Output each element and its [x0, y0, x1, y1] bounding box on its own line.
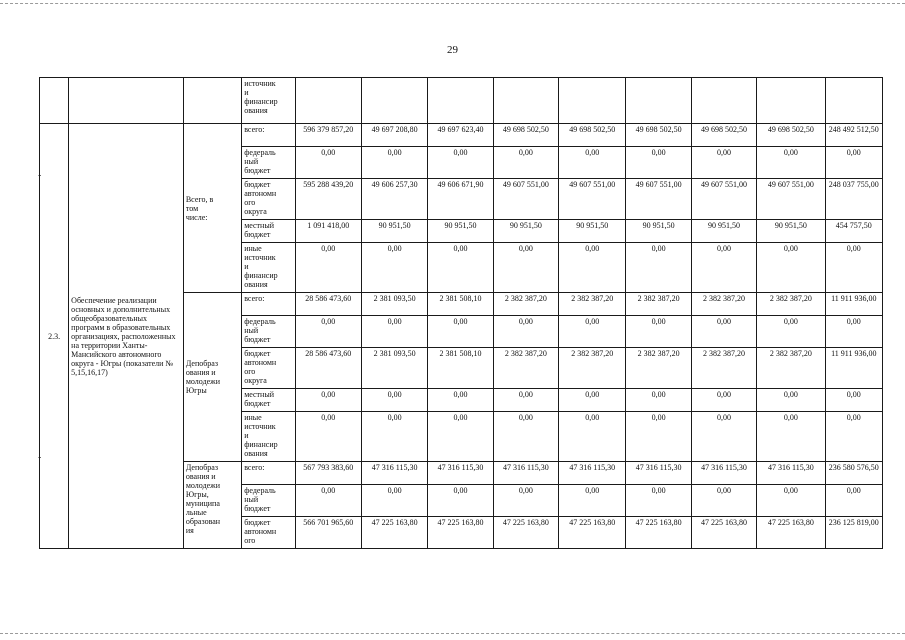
value-cell: 0,00	[757, 389, 825, 412]
source-label-cell	[242, 316, 295, 348]
executor-label: муниципа	[185, 499, 220, 508]
value-cell: 49 607 551,00	[757, 179, 825, 220]
value-cell: 0,00	[559, 147, 626, 179]
executor-label: Депобраз	[185, 463, 219, 472]
source-label: округа	[244, 207, 267, 216]
value-cell	[428, 78, 493, 124]
continuation-row	[40, 78, 883, 124]
scan-edge-bottom	[0, 633, 905, 634]
source-label: ования	[244, 449, 268, 458]
margin-tick: -	[38, 170, 42, 181]
value-cell: 596 379 857,20	[295, 124, 361, 147]
source-label: бюджет	[244, 180, 271, 189]
value-cell: 0,00	[493, 485, 558, 517]
source-label: иные	[244, 413, 262, 422]
value-cell: 49 607 551,00	[626, 179, 691, 220]
executor-label: Югры,	[185, 490, 209, 499]
value-cell: 0,00	[493, 147, 558, 179]
value-cell: 47 316 115,30	[626, 462, 691, 485]
page-number: 29	[447, 44, 458, 56]
source-label: ный	[244, 495, 259, 504]
source-label: иные	[244, 244, 262, 253]
executor-label: ования и	[185, 472, 216, 481]
value-cell: 2 381 508,10	[428, 293, 493, 316]
value-cell: 47 225 163,80	[559, 517, 626, 549]
source-label-cell	[242, 147, 295, 179]
value-cell: 2 382 387,20	[493, 348, 558, 389]
value-cell: 11 911 936,00	[825, 293, 882, 316]
source-label: финансир	[244, 97, 278, 106]
value-cell: 90 951,50	[428, 220, 493, 243]
value-cell: 0,00	[626, 412, 691, 462]
source-label: ный	[244, 326, 259, 335]
source-label: федераль	[244, 486, 276, 495]
source-label: автономн	[244, 527, 277, 536]
value-cell: 47 225 163,80	[691, 517, 756, 549]
executor-cell	[183, 462, 241, 549]
value-cell	[626, 78, 691, 124]
financing-table	[39, 77, 883, 549]
source-label-cell	[242, 462, 295, 485]
value-cell: 0,00	[295, 243, 361, 293]
executor-label: ования и	[185, 368, 216, 377]
value-cell: 0,00	[626, 485, 691, 517]
executor-label: молодежи	[185, 377, 220, 386]
value-cell: 0,00	[825, 412, 882, 462]
row-number-cell	[40, 78, 69, 124]
value-cell: 0,00	[361, 243, 427, 293]
value-cell: 0,00	[691, 485, 756, 517]
source-label: местный	[244, 221, 274, 230]
source-label: финансир	[244, 271, 278, 280]
source-label: всего:	[244, 294, 265, 303]
value-cell: 248 037 755,00	[825, 179, 882, 220]
value-cell: 49 698 502,50	[493, 124, 558, 147]
value-cell: 49 606 257,30	[361, 179, 427, 220]
value-cell: 90 951,50	[361, 220, 427, 243]
value-cell: 0,00	[428, 389, 493, 412]
source-label-cell	[242, 243, 295, 293]
source-label-cell	[242, 78, 295, 124]
value-cell: 0,00	[626, 243, 691, 293]
value-cell: 0,00	[295, 485, 361, 517]
value-cell: 28 586 473,60	[295, 348, 361, 389]
source-label-cell	[242, 348, 295, 389]
value-cell: 0,00	[757, 316, 825, 348]
value-cell: 2 381 093,50	[361, 293, 427, 316]
value-cell: 47 225 163,80	[626, 517, 691, 549]
value-cell: 49 698 502,50	[626, 124, 691, 147]
value-cell: 0,00	[757, 412, 825, 462]
source-label-cell	[242, 485, 295, 517]
source-label-cell	[242, 124, 295, 147]
source-label: источник	[244, 253, 276, 262]
source-label: ого	[244, 536, 256, 545]
value-cell: 49 697 623,40	[428, 124, 493, 147]
source-label: ования	[244, 106, 268, 115]
source-label-cell	[242, 517, 295, 549]
activity-text: Обеспечение реализации основных и дополнительных общеобразовательных программ в образовательных организациях, расположенных на территории Ханты-Мансийского автономного округа - Югры (показатели № 5,15,16,17)	[71, 295, 176, 377]
value-cell: 2 381 508,10	[428, 348, 493, 389]
value-cell: 1 091 418,00	[295, 220, 361, 243]
value-cell: 47 225 163,80	[493, 517, 558, 549]
value-cell: 0,00	[428, 485, 493, 517]
source-label: и	[244, 88, 249, 97]
value-cell: 0,00	[295, 316, 361, 348]
value-cell: 0,00	[825, 485, 882, 517]
source-label: федераль	[244, 317, 276, 326]
source-label: ого	[244, 198, 256, 207]
value-cell: 90 951,50	[559, 220, 626, 243]
activity-cell	[69, 124, 184, 549]
value-cell: 90 951,50	[493, 220, 558, 243]
source-label: бюджет	[244, 349, 271, 358]
value-cell: 47 316 115,30	[559, 462, 626, 485]
value-cell: 2 382 387,20	[559, 293, 626, 316]
value-cell: 0,00	[361, 316, 427, 348]
value-cell: 0,00	[295, 412, 361, 462]
source-label: автономн	[244, 189, 277, 198]
executor-label: молодежи	[185, 481, 220, 490]
executor-label: Всего, в	[185, 194, 214, 204]
value-cell: 47 316 115,30	[691, 462, 756, 485]
value-cell: 0,00	[295, 147, 361, 179]
value-cell: 0,00	[559, 485, 626, 517]
executor-cell	[183, 124, 241, 293]
value-cell: 0,00	[428, 316, 493, 348]
value-cell: 0,00	[825, 389, 882, 412]
row-number-cell	[40, 124, 69, 549]
source-label: бюджет	[244, 399, 271, 408]
source-label: бюджет	[244, 335, 271, 344]
value-cell: 28 586 473,60	[295, 293, 361, 316]
executor-cell	[183, 293, 241, 462]
source-label-cell	[242, 412, 295, 462]
value-cell: 2 382 387,20	[559, 348, 626, 389]
value-cell: 47 316 115,30	[493, 462, 558, 485]
value-cell: 248 492 512,50	[825, 124, 882, 147]
source-label: и	[244, 431, 249, 440]
value-cell: 0,00	[757, 485, 825, 517]
value-cell: 49 698 502,50	[559, 124, 626, 147]
value-cell	[361, 78, 427, 124]
source-label: ования	[244, 280, 268, 289]
value-cell: 0,00	[361, 485, 427, 517]
source-label: бюджет	[244, 504, 271, 513]
value-cell: 90 951,50	[757, 220, 825, 243]
value-cell: 0,00	[361, 147, 427, 179]
value-cell: 0,00	[757, 147, 825, 179]
value-cell	[757, 78, 825, 124]
value-cell: 0,00	[361, 389, 427, 412]
value-cell	[493, 78, 558, 124]
executor-label: том	[185, 203, 199, 213]
value-cell: 47 316 115,30	[757, 462, 825, 485]
source-label: и	[244, 262, 249, 271]
value-cell: 236 580 576,50	[825, 462, 882, 485]
source-label: ого	[244, 367, 256, 376]
value-cell: 47 225 163,80	[361, 517, 427, 549]
value-cell: 0,00	[626, 316, 691, 348]
value-cell: 0,00	[428, 412, 493, 462]
value-cell	[691, 78, 756, 124]
value-cell: 49 697 208,80	[361, 124, 427, 147]
source-label: федераль	[244, 148, 276, 157]
executor-label: льные	[185, 508, 207, 517]
source-label: ный	[244, 157, 259, 166]
value-cell: 0,00	[295, 389, 361, 412]
value-cell: 47 316 115,30	[361, 462, 427, 485]
executor-label: образован	[185, 517, 221, 526]
executor-label: числе:	[185, 212, 208, 222]
value-cell: 2 382 387,20	[626, 293, 691, 316]
value-cell: 0,00	[428, 243, 493, 293]
value-cell: 0,00	[825, 243, 882, 293]
source-label-cell	[242, 389, 295, 412]
source-label: всего:	[244, 125, 265, 134]
value-cell: 0,00	[493, 243, 558, 293]
activity-cell	[69, 78, 184, 124]
value-cell: 0,00	[559, 243, 626, 293]
value-cell: 0,00	[825, 316, 882, 348]
value-cell: 90 951,50	[626, 220, 691, 243]
value-cell: 2 382 387,20	[757, 348, 825, 389]
value-cell: 0,00	[559, 412, 626, 462]
value-cell: 49 698 502,50	[757, 124, 825, 147]
executor-label: ия	[185, 526, 194, 535]
source-label: источник	[244, 79, 276, 88]
value-cell: 11 911 936,00	[825, 348, 882, 389]
source-label: финансир	[244, 440, 278, 449]
value-cell: 2 382 387,20	[493, 293, 558, 316]
value-cell: 0,00	[361, 412, 427, 462]
value-cell: 567 793 383,60	[295, 462, 361, 485]
value-cell: 49 607 551,00	[559, 179, 626, 220]
source-label: бюджет	[244, 166, 271, 175]
value-cell	[295, 78, 361, 124]
source-label-cell	[242, 293, 295, 316]
value-cell: 2 382 387,20	[757, 293, 825, 316]
margin-tick: -	[38, 452, 42, 463]
value-cell: 236 125 819,00	[825, 517, 882, 549]
source-label: бюджет	[244, 518, 271, 527]
executor-label: Депобраз	[185, 359, 219, 368]
value-cell: 566 701 965,60	[295, 517, 361, 549]
value-cell: 49 607 551,00	[493, 179, 558, 220]
table-row	[40, 124, 883, 147]
value-cell: 47 225 163,80	[428, 517, 493, 549]
scan-edge-top	[0, 3, 905, 4]
value-cell: 0,00	[691, 243, 756, 293]
value-cell: 0,00	[626, 389, 691, 412]
value-cell: 47 225 163,80	[757, 517, 825, 549]
source-label: бюджет	[244, 230, 271, 239]
value-cell: 0,00	[757, 243, 825, 293]
value-cell: 0,00	[559, 316, 626, 348]
value-cell: 0,00	[626, 147, 691, 179]
value-cell: 2 382 387,20	[626, 348, 691, 389]
value-cell: 0,00	[825, 147, 882, 179]
value-cell	[559, 78, 626, 124]
value-cell: 47 316 115,30	[428, 462, 493, 485]
value-cell: 49 606 671,90	[428, 179, 493, 220]
value-cell: 0,00	[493, 316, 558, 348]
value-cell: 2 381 093,50	[361, 348, 427, 389]
source-label: источник	[244, 422, 276, 431]
value-cell: 0,00	[691, 389, 756, 412]
source-label: местный	[244, 390, 274, 399]
value-cell: 0,00	[691, 147, 756, 179]
value-cell: 0,00	[691, 412, 756, 462]
value-cell: 90 951,50	[691, 220, 756, 243]
value-cell: 0,00	[691, 316, 756, 348]
value-cell: 454 757,50	[825, 220, 882, 243]
source-label-cell	[242, 179, 295, 220]
value-cell: 0,00	[493, 412, 558, 462]
value-cell: 2 382 387,20	[691, 348, 756, 389]
group-cell	[183, 78, 241, 124]
source-label-cell	[242, 220, 295, 243]
executor-label: Югры	[185, 386, 207, 395]
source-label: округа	[244, 376, 267, 385]
value-cell	[825, 78, 882, 124]
value-cell: 0,00	[428, 147, 493, 179]
value-cell: 2 382 387,20	[691, 293, 756, 316]
source-label: автономн	[244, 358, 277, 367]
value-cell: 595 288 439,20	[295, 179, 361, 220]
row-number: 2.3.	[48, 331, 61, 341]
value-cell: 0,00	[493, 389, 558, 412]
value-cell: 0,00	[559, 389, 626, 412]
source-label: всего:	[244, 463, 265, 472]
value-cell: 49 698 502,50	[691, 124, 756, 147]
value-cell: 49 607 551,00	[691, 179, 756, 220]
